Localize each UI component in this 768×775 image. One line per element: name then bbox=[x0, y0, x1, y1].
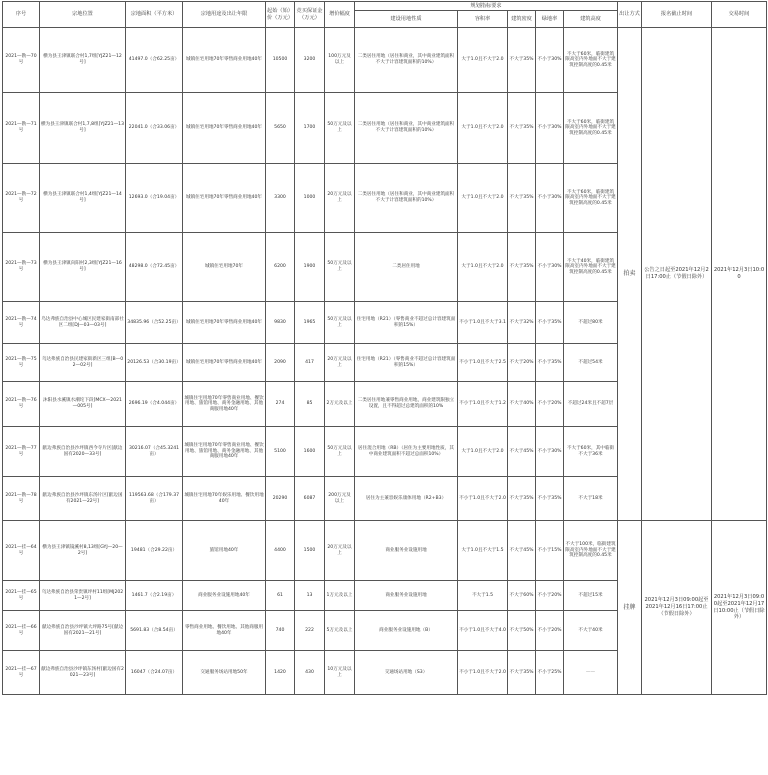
cell-green: 不小于30% bbox=[536, 164, 564, 233]
cell-green: 不小于30% bbox=[536, 233, 564, 302]
cell-green: 不小于20% bbox=[536, 611, 564, 651]
cell-area: 19481（合29.22亩） bbox=[126, 521, 183, 581]
cell-area: 12693.0（合19.04亩） bbox=[126, 164, 183, 233]
cell-deposit: 1000 bbox=[295, 164, 325, 233]
cell-plan-use: 二类居住用地（居住和商业，其中商业建筑面积不大于计容建筑面积的10%） bbox=[355, 93, 458, 164]
cell-seq: 2021—勘—72号 bbox=[3, 164, 40, 233]
cell-far: 大于1.0且不大于2.0 bbox=[458, 233, 508, 302]
cell-area: 41497.0（合62.25亩） bbox=[126, 28, 183, 93]
cell-start-price: 3300 bbox=[266, 164, 295, 233]
cell-far: 大于1.0且不大于2.0 bbox=[458, 164, 508, 233]
cell-location: 乌达弗族自治县荣贵镇坪村11组[MJ2021—2号] bbox=[40, 581, 126, 611]
cell-density: 不大于45% bbox=[508, 521, 536, 581]
cell-green: 不小于30% bbox=[536, 427, 564, 477]
cell-area: 1461.7（合2.19亩） bbox=[126, 581, 183, 611]
header-green: 绿地率 bbox=[536, 11, 564, 28]
cell-green: 不小于20% bbox=[536, 382, 564, 427]
cell-increment: 50万元及以上 bbox=[325, 233, 355, 302]
cell-deposit: 1965 bbox=[295, 302, 325, 344]
cell-increment: 2万元及以上 bbox=[325, 382, 355, 427]
cell-trade-time: 2021年12月3日09:00起至2021年12月17日10:00止（节假日除外） bbox=[712, 521, 767, 695]
cell-deadline: 公告之日起至2021年12月2日17:00止（节假日除外） bbox=[642, 28, 712, 521]
cell-plan-use: 住宅用地（R21）（零售商业不超过总计容建筑面积的15%） bbox=[355, 344, 458, 382]
cell-deposit: 430 bbox=[295, 651, 325, 695]
cell-location: 献边弗族自治县沙坪镇东汤村[献边国有2021—23号] bbox=[40, 651, 126, 695]
cell-use-term: 城镇住宅用地70年零售商业用地、餐饮用地、旅馆用地、商务金融用地、其他商服用地40年 bbox=[183, 427, 266, 477]
cell-location: 乌达弗族自治县中心城区民建家街南部社区二组[DJ—03—03号] bbox=[40, 302, 126, 344]
cell-density: 不大于35% bbox=[508, 164, 536, 233]
cell-seq: 2021—勘—77号 bbox=[3, 427, 40, 477]
cell-density: 不大于20% bbox=[508, 344, 536, 382]
cell-height: 不大于60米，其中临街不大于36米 bbox=[564, 427, 618, 477]
header-seq: 序号 bbox=[3, 2, 40, 28]
cell-plan-use: 二类居住用地（居住和商业，其中商业建筑面积不大于计容建筑面积的10%） bbox=[355, 28, 458, 93]
cell-deposit: 85 bbox=[295, 382, 325, 427]
cell-increment: 20万元及以上 bbox=[325, 164, 355, 233]
cell-area: 34835.96（合52.25亩） bbox=[126, 302, 183, 344]
cell-green: 不小于35% bbox=[536, 302, 564, 344]
cell-area: 48298.0（合72.45亩） bbox=[126, 233, 183, 302]
cell-increment: 5万元及以上 bbox=[325, 611, 355, 651]
cell-deadline: 2021年12月3日09:00起至2021年12月16日17:00止（节假日除外） bbox=[642, 521, 712, 695]
header-increment: 增价幅度 bbox=[325, 2, 355, 28]
cell-seq: 2021—勘—78号 bbox=[3, 477, 40, 521]
cell-green: 不小于35% bbox=[536, 477, 564, 521]
cell-use-term: 城镇住宅用地70年零售商业用地40年 bbox=[183, 302, 266, 344]
cell-location: 献边弗族自治县沙坪镇西今寺片区[献边国有2020—33号] bbox=[40, 427, 126, 477]
cell-plan-use: 交通场站用地（S3） bbox=[355, 651, 458, 695]
cell-height: 不大于40米 bbox=[564, 611, 618, 651]
cell-seq: 2021—挂—64号 bbox=[3, 521, 40, 581]
cell-area: 22041.0（合33.06亩） bbox=[126, 93, 183, 164]
cell-deposit: 417 bbox=[295, 344, 325, 382]
cell-height: —— bbox=[564, 651, 618, 695]
cell-start-price: 61 bbox=[266, 581, 295, 611]
cell-height: 不大于60米，临街建筑限高室内外地面不大于建筑控制高度的0.45米 bbox=[564, 93, 618, 164]
cell-area: 2696.19（合4.044亩） bbox=[126, 382, 183, 427]
cell-deposit: 13 bbox=[295, 581, 325, 611]
cell-start-price: 6200 bbox=[266, 233, 295, 302]
cell-location: 献边弗族自治县沙坪镇东汤片区[献边国有2021—22号] bbox=[40, 477, 126, 521]
cell-use-term: 城镇住宅用地70年娱乐用地、餐饮用地40年 bbox=[183, 477, 266, 521]
cell-method: 挂牌 bbox=[618, 521, 642, 695]
cell-density: 不大于50% bbox=[508, 611, 536, 651]
cell-increment: 50万元及以上 bbox=[325, 93, 355, 164]
cell-use-term: 城镇住宅用地70年零售商业用地40年 bbox=[183, 28, 266, 93]
cell-far: 不小于1.0且不大于2.0 bbox=[458, 651, 508, 695]
cell-seq: 2021—勘—73号 bbox=[3, 233, 40, 302]
cell-start-price: 10500 bbox=[266, 28, 295, 93]
cell-height: 不大于60米，临街建筑限高室内外地面不大于建筑控制高度的0.45米 bbox=[564, 28, 618, 93]
cell-deposit: 6087 bbox=[295, 477, 325, 521]
cell-far: 大于1.0且不大于2.0 bbox=[458, 427, 508, 477]
cell-plan-use: 商业服务业设施用地 bbox=[355, 581, 458, 611]
cell-density: 不大于45% bbox=[508, 427, 536, 477]
cell-green: 不小于30% bbox=[536, 93, 564, 164]
header-height: 建筑高度 bbox=[564, 11, 618, 28]
header-method: 出让方式 bbox=[618, 2, 642, 28]
cell-deposit: 1900 bbox=[295, 233, 325, 302]
cell-area: 20126.53（合30.19亩） bbox=[126, 344, 183, 382]
cell-seq: 2021—勘—75号 bbox=[3, 344, 40, 382]
table-row bbox=[3, 28, 767, 93]
cell-use-term: 旅馆用地40年 bbox=[183, 521, 266, 581]
cell-far: 不小于1.0且不大于4.0 bbox=[458, 611, 508, 651]
cell-seq: 2021—勘—74号 bbox=[3, 302, 40, 344]
cell-increment: 200万元及以上 bbox=[325, 477, 355, 521]
cell-area: 5691.83（合8.54亩） bbox=[126, 611, 183, 651]
cell-start-price: 5650 bbox=[266, 93, 295, 164]
land-table bbox=[2, 1, 767, 695]
cell-increment: 1万元及以上 bbox=[325, 581, 355, 611]
header-plan-use: 建设用地性质 bbox=[355, 11, 458, 28]
cell-density: 不大于32% bbox=[508, 302, 536, 344]
cell-location: 献边弗族自治县沙坪镇大坪路75号[献边国有2021—21号] bbox=[40, 611, 126, 651]
header-deadline: 报名截止时间 bbox=[642, 2, 712, 28]
table-row bbox=[3, 521, 767, 581]
cell-density: 不大于35% bbox=[508, 651, 536, 695]
cell-deposit: 1600 bbox=[295, 427, 325, 477]
cell-far: 不小于1.0且不大于1.2 bbox=[458, 382, 508, 427]
cell-green: 不小于25% bbox=[536, 651, 564, 695]
cell-area: 30216.07（合45.3241亩） bbox=[126, 427, 183, 477]
cell-green: 不小于15% bbox=[536, 521, 564, 581]
cell-far: 不大于1.5 bbox=[458, 581, 508, 611]
cell-use-term: 交通服务场站用地50年 bbox=[183, 651, 266, 695]
cell-height: 不大于40米，临街建筑限高室内外地面不大于建筑控制高度的0.45米 bbox=[564, 233, 618, 302]
cell-start-price: 1420 bbox=[266, 651, 295, 695]
cell-start-price: 2090 bbox=[266, 344, 295, 382]
cell-seq: 2021—勘—76号 bbox=[3, 382, 40, 427]
cell-method: 拍卖 bbox=[618, 28, 642, 521]
cell-location: 横为县王津镇镜溪村8,13组[GYJ—20—2号] bbox=[40, 521, 126, 581]
header-location: 宗地位置 bbox=[40, 2, 126, 28]
cell-height: 不大于18米 bbox=[564, 477, 618, 521]
cell-location: 乌达弗族自治县民建家街新区三组[B—02—02号] bbox=[40, 344, 126, 382]
cell-deposit: 3200 bbox=[295, 28, 325, 93]
cell-height: 不超过54米 bbox=[564, 344, 618, 382]
cell-far: 不小于1.0且不大于2.5 bbox=[458, 344, 508, 382]
header-trade-time: 交易时间 bbox=[712, 2, 767, 28]
header-area: 宗地面积（平方米） bbox=[126, 2, 183, 28]
cell-increment: 50万元及以上 bbox=[325, 302, 355, 344]
cell-plan-use: 居住混合用地（RB）（居住为主要用地性质，其中商业建筑面积不超过总面积10%） bbox=[355, 427, 458, 477]
cell-plan-use: 商业服务业设施用地 bbox=[355, 521, 458, 581]
cell-use-term: 商业服务业设施用地40年 bbox=[183, 581, 266, 611]
cell-use-term: 零售商业用地、餐饮用地、其他商服用地40年 bbox=[183, 611, 266, 651]
cell-far: 大于1.0且不大于2.0 bbox=[458, 28, 508, 93]
cell-deposit: 1700 bbox=[295, 93, 325, 164]
cell-start-price: 9830 bbox=[266, 302, 295, 344]
cell-deposit: 222 bbox=[295, 611, 325, 651]
header-use-term: 宗地用途及出让年限 bbox=[183, 2, 266, 28]
cell-start-price: 5100 bbox=[266, 427, 295, 477]
header-start-price: 起始（始）价（万元） bbox=[266, 2, 295, 28]
cell-plan-use: 居住为主兼容娱乐康体用地（R2+B3） bbox=[355, 477, 458, 521]
cell-start-price: 740 bbox=[266, 611, 295, 651]
cell-seq: 2021—挂—66号 bbox=[3, 611, 40, 651]
cell-seq: 2021—挂—65号 bbox=[3, 581, 40, 611]
cell-seq: 2021—挂—67号 bbox=[3, 651, 40, 695]
cell-height: 不大于60米，临街建筑限高室内外地面不大于建筑控制高度的0.45米 bbox=[564, 164, 618, 233]
cell-height: 不超过15米 bbox=[564, 581, 618, 611]
cell-far: 大于1.0且不大于2.0 bbox=[458, 93, 508, 164]
cell-area: 119563.68（合179.37亩） bbox=[126, 477, 183, 521]
cell-plan-use: 商业服务业设施用地（B） bbox=[355, 611, 458, 651]
header-far: 容积率 bbox=[458, 11, 508, 28]
cell-height: 不超过80米 bbox=[564, 302, 618, 344]
cell-density: 不大于60% bbox=[508, 581, 536, 611]
cell-green: 不小于30% bbox=[536, 28, 564, 93]
cell-trade-time: 2021年12月3日10:00 bbox=[712, 28, 767, 521]
cell-location: 横为县王津镇联合村1,7组[YJZ21—12号] bbox=[40, 28, 126, 93]
cell-use-term: 城镇住宅用地70年零售商业用地40年 bbox=[183, 344, 266, 382]
header-planning: 规划指标要求 bbox=[355, 2, 618, 11]
cell-area: 16047（合24.07亩） bbox=[126, 651, 183, 695]
cell-start-price: 20290 bbox=[266, 477, 295, 521]
cell-density: 不大于35% bbox=[508, 28, 536, 93]
cell-green: 不小于35% bbox=[536, 344, 564, 382]
cell-plan-use: 二类居住用地（居住和商业，其中商业建筑面积不大于计容建筑面积的10%） bbox=[355, 164, 458, 233]
cell-plan-use: 二类居住用地兼零售商业用地，商业建筑限独立设置，且不得超过总建筑面积的10% bbox=[355, 382, 458, 427]
header-deposit: 竞买保证金（万元） bbox=[295, 2, 325, 28]
cell-far: 不小于1.0且不大于3.1 bbox=[458, 302, 508, 344]
cell-far: 不小于1.0且不大于2.0 bbox=[458, 477, 508, 521]
cell-height: 不超过24米且不超7层 bbox=[564, 382, 618, 427]
cell-increment: 20万元及以上 bbox=[325, 344, 355, 382]
cell-location: 横为县王津镇联合村1,7,8组[YJZ21—13号] bbox=[40, 93, 126, 164]
cell-green: 不小于20% bbox=[536, 581, 564, 611]
cell-location: 横为县王津镇向阳村2,3组[YJZ21—16号] bbox=[40, 233, 126, 302]
cell-start-price: 274 bbox=[266, 382, 295, 427]
cell-seq: 2021—勘—70号 bbox=[3, 28, 40, 93]
cell-plan-use: 住宅用地（R21）（零售商业不超过总计容建筑面积的15%） bbox=[355, 302, 458, 344]
cell-density: 不大于40% bbox=[508, 382, 536, 427]
cell-seq: 2021—勘—71号 bbox=[3, 93, 40, 164]
cell-location: 横为县王津镇联合村1,4组[YJZ21—14号] bbox=[40, 164, 126, 233]
cell-start-price: 4400 bbox=[266, 521, 295, 581]
cell-increment: 100万元及以上 bbox=[325, 28, 355, 93]
cell-location: 沐阳县水溪镇水潮坨下段[MCX—2021—005号] bbox=[40, 382, 126, 427]
cell-use-term: 城镇住宅用地70年零售商业用地40年 bbox=[183, 93, 266, 164]
cell-plan-use: 二类居住用地 bbox=[355, 233, 458, 302]
cell-use-term: 城镇住宅用地70年零售商业用地40年 bbox=[183, 164, 266, 233]
cell-far: 大于1.0且不大于1.5 bbox=[458, 521, 508, 581]
cell-use-term: 城镇住宅用地70年 bbox=[183, 233, 266, 302]
cell-increment: 10万元及以上 bbox=[325, 651, 355, 695]
cell-increment: 20万元及以上 bbox=[325, 521, 355, 581]
cell-use-term: 城镇住宅用地70年零售商业用地、餐饮用地、旅馆用地、商务金融用地、其他商服用地40年 bbox=[183, 382, 266, 427]
cell-density: 不大于35% bbox=[508, 477, 536, 521]
cell-increment: 50万元及以上 bbox=[325, 427, 355, 477]
cell-deposit: 1500 bbox=[295, 521, 325, 581]
cell-density: 不大于35% bbox=[508, 233, 536, 302]
cell-density: 不大于35% bbox=[508, 93, 536, 164]
cell-height: 不大于100米，临街建筑限高室内外地面不大于建筑控制高度的0.45米 bbox=[564, 521, 618, 581]
header-density: 建筑密度 bbox=[508, 11, 536, 28]
